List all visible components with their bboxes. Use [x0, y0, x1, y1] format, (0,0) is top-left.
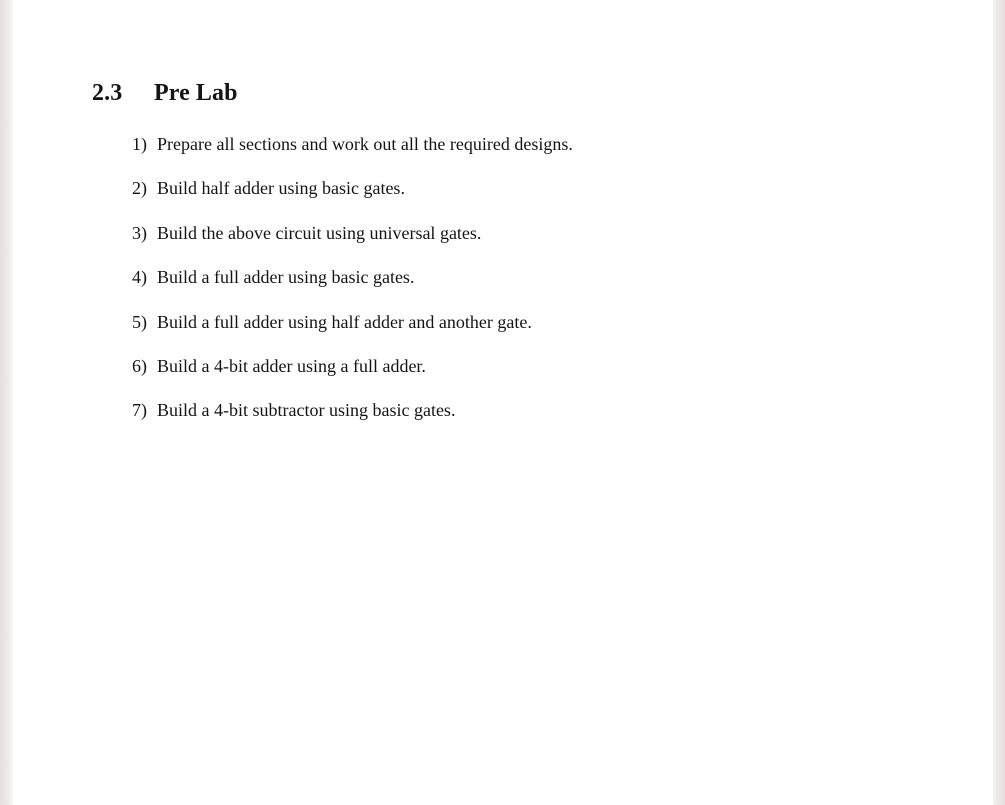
- list-item-text: Build a full adder using basic gates.: [157, 267, 415, 288]
- list-item: [132, 352, 573, 380]
- list-item-text: Build half adder using basic gates.: [157, 178, 405, 199]
- list-item-text: Prepare all sections and work out all the required designs.: [157, 134, 573, 154]
- list-item-number: 3): [132, 222, 147, 243]
- list-item: [132, 263, 573, 291]
- prelab-task-list: [132, 130, 573, 441]
- list-item-number: 1): [132, 134, 147, 154]
- document-page: [13, 0, 993, 805]
- section-title: Pre Lab: [154, 79, 238, 106]
- list-item-number: 6): [132, 355, 147, 376]
- list-item: [132, 308, 573, 336]
- list-item-number: 2): [132, 178, 147, 199]
- list-item-number: 5): [132, 311, 147, 332]
- list-item-text: Build the above circuit using universal gates.: [157, 222, 482, 243]
- list-item-number: 7): [132, 400, 147, 421]
- list-item: [132, 130, 573, 158]
- list-item-text: Build a 4-bit subtractor using basic gates.: [157, 400, 456, 421]
- list-item-number: 4): [132, 267, 147, 288]
- list-item: [132, 219, 573, 247]
- list-item-text: Build a full adder using half adder and another gate.: [157, 311, 532, 332]
- list-item-text: Build a 4-bit adder using a full adder.: [157, 355, 426, 376]
- list-item: [132, 174, 573, 202]
- section-number: 2.3: [92, 79, 123, 106]
- list-item: [132, 396, 573, 424]
- section-heading: [92, 77, 238, 109]
